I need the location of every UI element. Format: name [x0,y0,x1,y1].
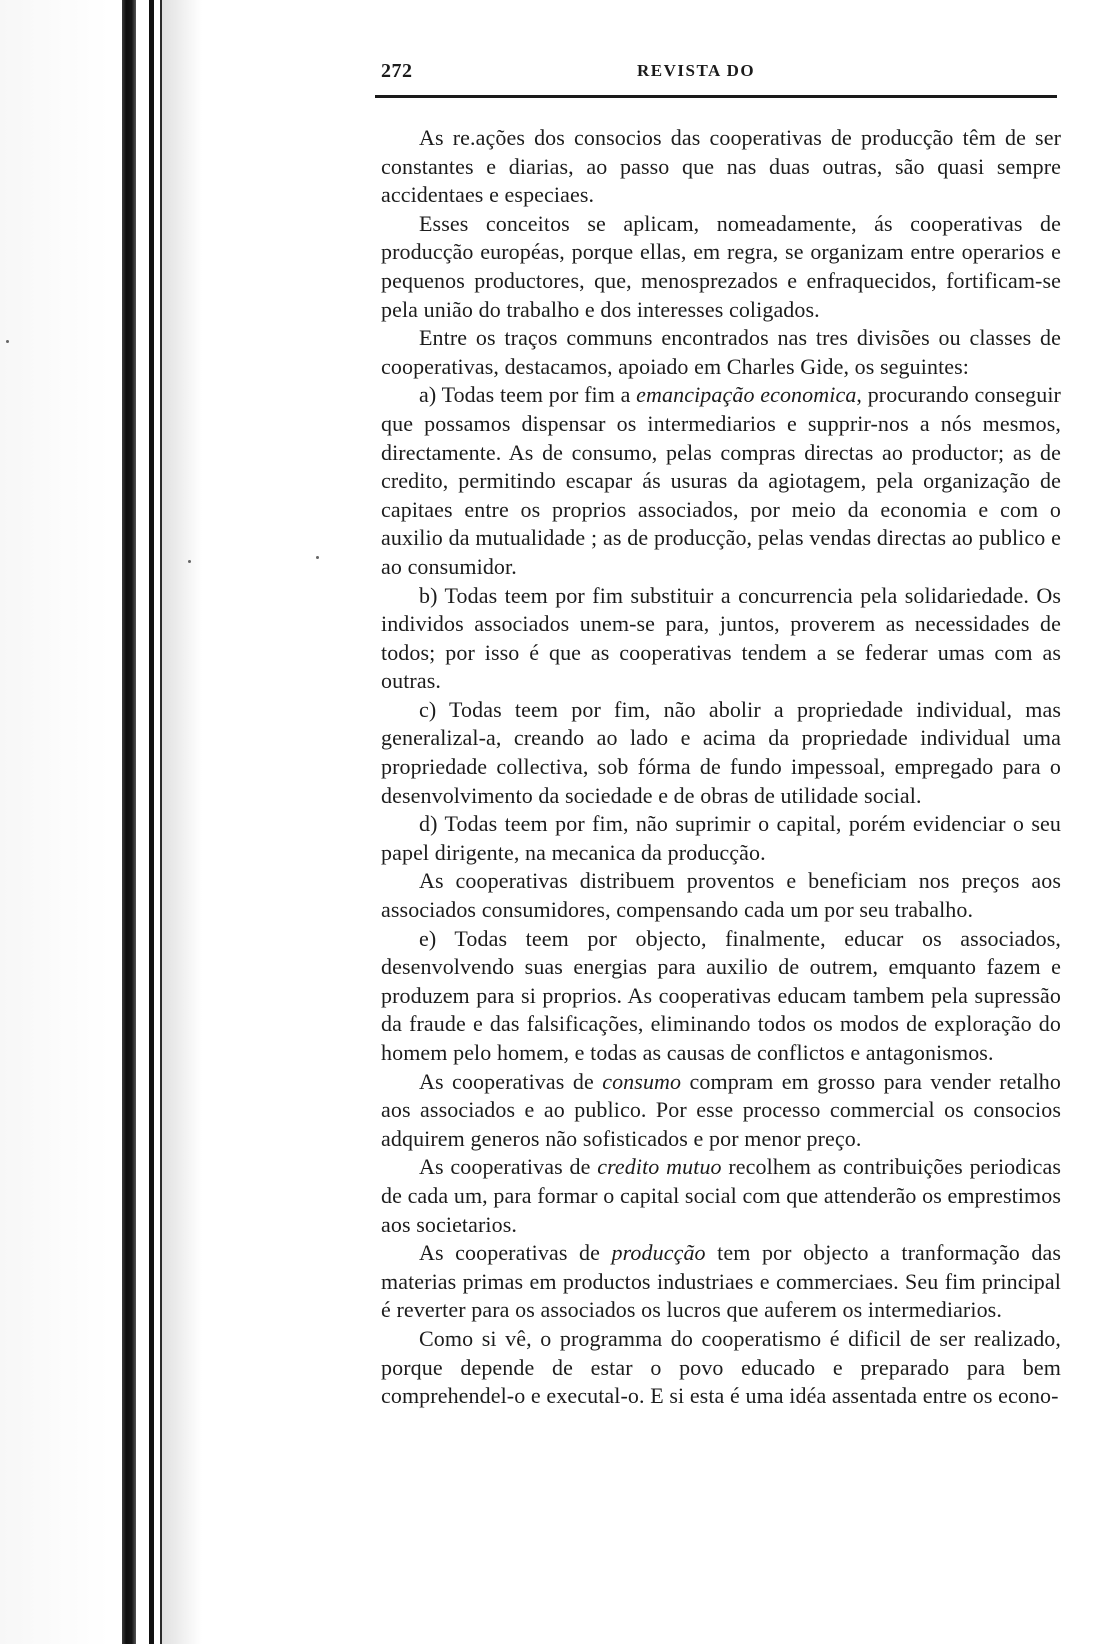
binding-fade [162,0,202,1644]
paragraph [381,582,1061,696]
paragraph [381,810,1061,867]
text-run: As cooperativas de [419,1068,603,1094]
paragraph [381,381,1061,581]
text-run: As cooperativas de [419,1240,612,1266]
italic-term: credito mutuo [597,1154,722,1180]
paper-speck [6,340,9,343]
text-run: b) Todas teem por fim substituir a concurrencia pela solidariedade. Os individos associados unem-se para, juntos, proverem as necessidades de todos; por isso é que as cooperativas tendem a se federar umas com as outras. [381,582,1061,694]
text-run: e) Todas teem por objecto, finalmente, educar os associados, desenvolvendo suas energias para auxilio de outrem, emquanto fazem e produzem para si proprios. As cooperativas educam tambem pela supressão da fraude e das falsificações, eliminando todos os modos de exploração do homem pelo homem, e todas as causas de conflictos e antagonismos. [381,925,1061,1065]
text-run: , procurando conseguir que possamos dispensar os intermediarios e supprir-nos a nós mesmos, directamente. As de consumo, pelas compras directas ao productor; as de credito, permitindo escapar ás usuras da agiotagem, pela organização de capitaes entre os proprios associados, por meio da economia e com o auxilio da mutualidade ; as de producção, pelas vendas directas ao publico e ao consumidor. [381,382,1061,579]
journal-title: REVISTA DO [637,61,756,80]
text-run: As re.ações dos consocios das cooperativas de producção têm de ser constantes e diarias, ao passo que nas duas outras, são quasi sempre accidentaes e especiaes. [381,125,1061,208]
text-run: As cooperativas distribuem proventos e beneficiam nos preços aos associados consumidores, compensando cada um por seu trabalho. [381,868,1061,923]
text-run: c) Todas teem por fim, não abolir a propriedade individual, mas generalizal-a, creando ao lado e acima da propriedade individual uma propriedade collectiva, sob fórma de fundo impessoal, empregado para o desenvolvimento da sociedade e de obras de utilidade social. [381,696,1061,808]
text-run: Como si vê, o programma do cooperatismo é dificil de ser realizado, porque depende de estar o povo educado e preparado para bem comprehendel-o e executal-o. E si esta é uma idéa assentada entre os econo- [381,1325,1061,1409]
paragraph [381,1239,1061,1325]
text-run: compram em grosso para vender retalho aos associados e ao publico. Por esse processo commercial os consocios adquirem generos não sofisticados e por menor preço. [381,1068,1061,1151]
italic-term: consumo [602,1068,682,1094]
header-rule [375,95,1057,98]
text-run: tem por objecto a tranformação das materias primas em productos industriaes e commerciaes. Seu fim principal é reverter para os associados os lucros que auferem os intermediarios. [381,1240,1061,1323]
paragraph [381,925,1061,1068]
paragraph [381,324,1061,381]
paragraph [381,210,1061,324]
italic-term: emancipação economica [636,382,857,408]
text-run: As cooperativas de [419,1154,598,1180]
text-run: a) Todas teem por fim a [419,382,637,408]
text-run: recolhem as contribuições periodicas de cada um, para formar o capital social com que attenderão os emprestimos aos societarios. [381,1154,1061,1237]
paper-speck [188,560,191,563]
text-run: Esses conceitos se aplicam, nomeadamente, ás cooperativas de producção européas, porque ellas, em regra, se organizam entre operarios e pequenos productores, que, menosprezados e enfraquecidos, fortificam-se pela união do trabalho e dos interesses coligados. [381,210,1061,322]
paragraph [381,696,1061,810]
paragraph [381,867,1061,924]
paper-speck [316,556,319,559]
paragraph [381,1068,1061,1154]
running-header [375,60,1055,90]
book-binding-shadow [122,0,136,1644]
paragraph [381,1153,1061,1239]
italic-term: producção [611,1240,706,1266]
text-run: d) Todas teem por fim, não suprimir o capital, porém evidenciar o seu papel dirigente, na mecanica da producção. [381,811,1061,865]
text-run: Entre os traços communs encontrados nas tres divisões ou classes de cooperativas, destacamos, apoiado em Charles Gide, os seguintes: [381,325,1061,379]
paragraph [381,1325,1061,1411]
binding-line [149,0,154,1644]
paragraph [381,124,1061,210]
page-number: 272 [381,60,413,82]
body-text [381,124,1061,1411]
